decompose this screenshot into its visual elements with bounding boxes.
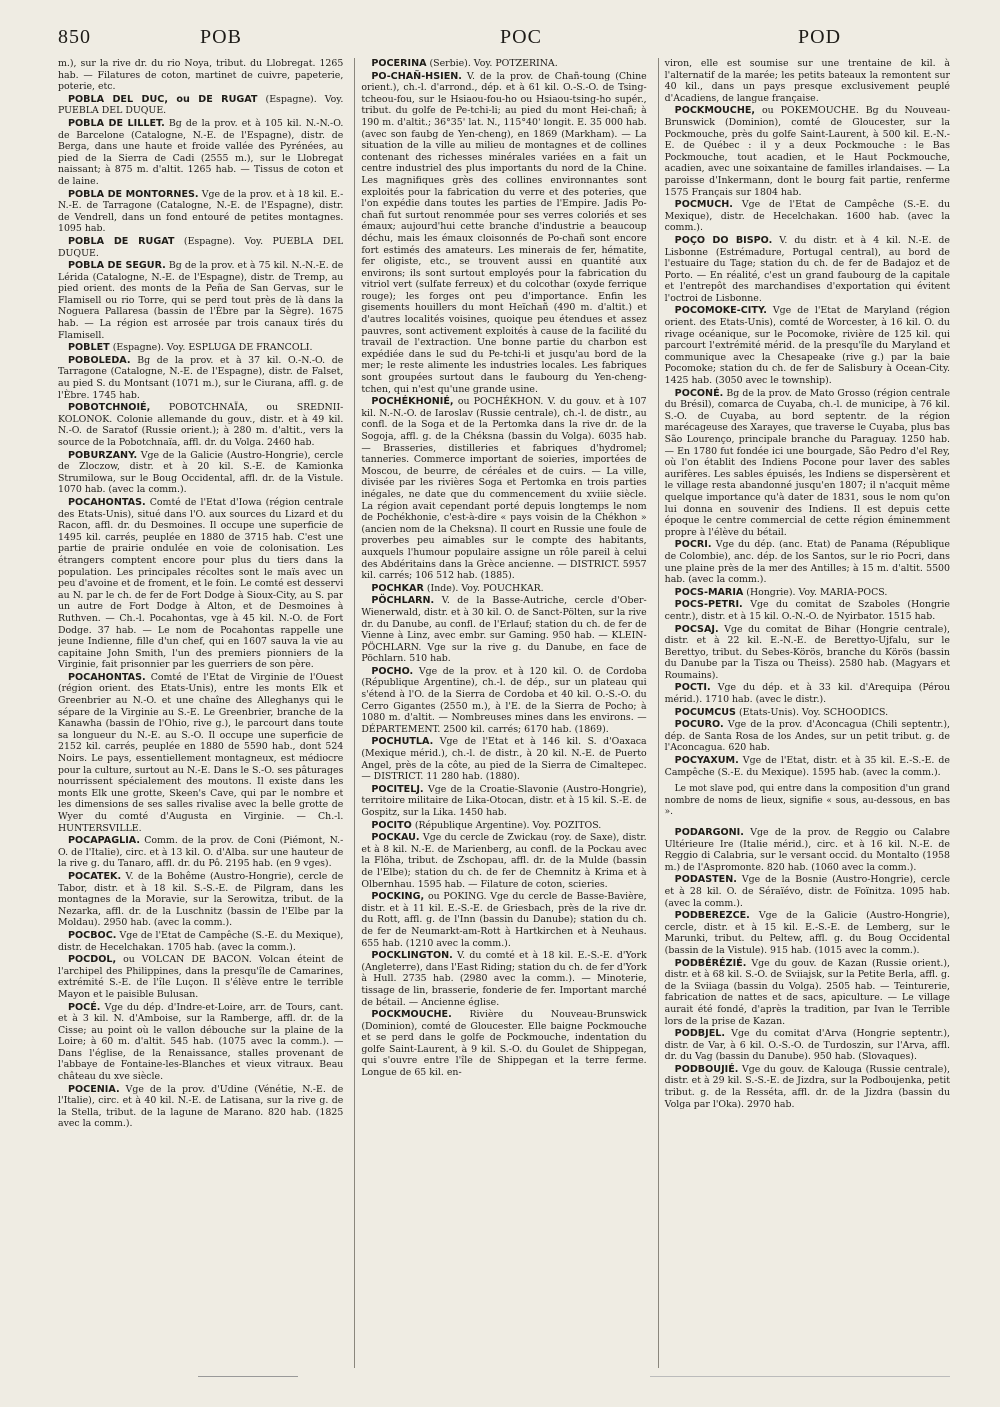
entry-headword: POBLA DEL DUC, ou DE RUGAT [68, 93, 258, 105]
entry-headword: POCÉ. [68, 1001, 101, 1013]
entry-headword: POCKLINGTON. [371, 950, 453, 962]
entry-headword: POCHO. [371, 665, 414, 677]
entry-headword: POCKMOUCHE, [674, 105, 756, 117]
text-columns [58, 58, 950, 1368]
entry-text: Vge du dép. d'Indre-et-Loire, arr. de Tours, cant. et à 3 kil. N. d'Amboise, sur la Ramberge, affl. dr. de la Cisse; au point où le vallon débouche sur la plaine de la Loire; à 60 m. d'altit. 545 hab. (1075 avec la comm.). — Dans l'église, de la Renaissance, stalles provenant de l'abbaye de Fontaine-les-Blanches et vieux vitraux. Beau château du xve siècle. [58, 1001, 344, 1083]
entry-text: Vge de la Bosnie (Austro-Hongrie), cercle et à 28 kil. O. de Séraïévo, distr. de Foïnitza. 1095 hab. (avec la comm.). [664, 874, 950, 909]
entry-headword: POCKING, [371, 891, 425, 903]
dictionary-entry [361, 666, 646, 736]
entry-text: Vge du cercle de Zwickau (roy. de Saxe), distr. et à 8 kil. N.-E. de Marienberg, au confl. de la Pockau avec la Flöha, tribut. de Zschopau, affl. dr. de la Mulde (bassin de l'Elbe); station du ch. de fer de Chemnitz à Krima et à Olbernhau. 1595 hab. — Filature de coton, scieries. [361, 832, 647, 890]
entry-text: Vge de l'Etat de Campêche (S.-E. du Mexique), distr. de Hecelchakan. 1705 hab. (avec la comm.). [58, 929, 344, 953]
entry-text: V. de la Basse-Autriche, cercle d'Ober-Wienerwald, distr. et à 30 kil. O. de Sanct-Pölten, sur la rive dr. du Danube, au confl. de l'Erlauf; station du ch. de fer de Vienne à Linz, avec embr. sur Gaming. 950 hab. — KLEIN-PÖCHLARN. Vge sur la rive g. du Danube, en face de Pöchlarn. 510 hab. [361, 595, 647, 665]
entry-text: Bg de la prov. et à 75 kil. N.-N.-E. de Lérida (Catalogne, N.-E. de l'Espagne), distr. de Tremp, au pied orient. des monts de la Peña de San Gervas, sur le Flamisell ou rio Torre, qui se perd tout près de là dans la Noguera Pallaresa (bassin de l'Èbre par la Sègre). 1675 hab. — La région est arrosée par trois canaux tirés du Flamisell. [58, 260, 344, 341]
entry-text: Bg de la prov. et à 105 kil. N.-N.-O. de Barcelone (Catalogne, N.-E. de l'Espagne), distr. de Berga, dans une haute et froide vallée des Pyrénées, au pied de la Sierra de Cadi (2555 m.), sur le Llobregat naissant; à 875 m. d'altit. 1265 hab. — Tissus de coton et de laine. [58, 117, 344, 187]
entry-headword: PODBÉRÉZIÉ. [674, 957, 747, 969]
entry-text: Vge de l'Etat, distr. et à 35 kil. E.-S.-E. de Campêche (S.-E. du Mexique). 1595 hab. (avec la comm.). [664, 755, 950, 778]
entry-headword: PODBOUJIÉ. [674, 1063, 739, 1075]
entry-text: m.), sur la rive dr. du rio Noya, tribut. du Llobregat. 1265 hab. — Filatures de coton, martinet de cuivre, papeterie, poterie, etc. [58, 58, 344, 93]
dictionary-entry [361, 950, 646, 1008]
dictionary-entry [58, 1002, 343, 1083]
dictionary-entry [361, 1009, 646, 1079]
editorial-note [665, 784, 950, 819]
dictionary-entry [665, 1028, 950, 1063]
entry-text: V. de la Bohême (Austro-Hongrie), cercle de Tabor, distr. et à 18 kil. S.-S.-E. de Pilgram, dans les montagnes de la Moravie, sur la Serowitza, tribut. de la Nezarka, affl. dr. de la Luschnitz (bassin de l'Elbe par la Moldau). 2950 hab. (avec la comm.). [58, 870, 344, 929]
entry-headword: POCHKAR [371, 582, 424, 594]
dictionary-entry [58, 835, 343, 870]
dictionary-entry [665, 827, 950, 873]
entry-headword: POCKAU. [371, 832, 420, 844]
dictionary-entry [665, 719, 950, 754]
entry-headword: PODASTEN. [674, 874, 737, 886]
dictionary-entry [665, 388, 950, 539]
footer-mark-right [650, 1376, 950, 1377]
entry-text: (Espagne). Voy. PUEBLA DEL DUQUE. [58, 235, 344, 259]
entry-text: Vge du comitat d'Arva (Hongrie septentr.), distr. de Var, à 6 kil. O.-S.-O. de Turdoszin, sur l'Arva, affl. dr. du Vag (bassin du Danube). 950 hab. (Slovaques). [664, 1028, 950, 1063]
entry-text: ou POKEMOUCHE. Bg du Nouveau-Brunswick (Dominion), comté de Gloucester, sur la Pockmouche, près du golfe Saint-Laurent, à 500 kil. E.-N.-E. de Québec : il y a deux Pockmouche : le Bas Pockmouche, tout acadien, et le Haut Pockmouche, acadien, avec une soixantaine de familles irlandaises. — La paroisse d'Inkermann, dont le bourg fait partie, renferme 1575 Français sur 1804 hab. [664, 105, 950, 198]
dictionary-entry [665, 682, 950, 705]
dictionary-entry [361, 583, 646, 595]
entry-headword: PODBJEL. [674, 1028, 726, 1040]
dictionary-entry [361, 820, 646, 832]
page-number: 850 [58, 26, 91, 48]
dictionary-entry [58, 342, 343, 354]
dictionary-entry [665, 1064, 950, 1110]
column-left [58, 58, 343, 1368]
page-header [58, 26, 948, 54]
dictionary-entry [58, 402, 343, 448]
entry-headword: POCITELJ. [371, 783, 424, 795]
entry-text: Vge du dép. (anc. Etat) de Panama (République de Colombie), anc. dép. de los Santos, sur le rio Pocri, dans une plaine près de la mer des Antilles; à 15 m. d'altit. 5500 hab. (avec la comm.). [664, 539, 950, 586]
entry-text: Vge de la prov. et à 18 kil. E.-N.-E. de Tarragone (Catalogne, N.-E. de l'Espagne), distr. de Vendrell, dans un fond entouré de petites montagnes. 1095 hab. [58, 188, 344, 235]
dictionary-entry [58, 672, 343, 834]
entry-text: Vge de la Galicie (Austro-Hongrie), cercle de Zloczow, distr. et à 20 kil. S.-E. de Kamionka Strumilowa, sur le Boug Occidental, affl. dr. de la Vistule. 1070 hab. (avec la comm.). [58, 449, 344, 496]
entry-headword: PÖCHLARN. [371, 595, 435, 607]
dictionary-entry [665, 235, 950, 305]
entry-text: Vge du comitat de Bihar (Hongrie centrale), distr. et à 22 kil. E.-N.-E. de Berettyo-Ujfalu, sur le Berettyo, tribut. du Sebes-Körös, branche du Körös (bassin du Danube par la Tisza ou Theiss). 2580 hab. (Magyars et Roumains). [664, 623, 950, 681]
entry-headword: POBLA DE RUGAT [68, 235, 175, 247]
entry-text: V. de la prov. de Chañ-toung (Chine orient.), ch.-l. d'arrond., dép. et à 61 kil. O.-S.-O. de Tsing-tcheou-fou, sur le Hsiaou-fou-ho ou Hsiaou-tsing-ho supér., tribut. du golfe de Pe-tchi-li; au pied du mont Hei-chañ; à 190 m. d'altit.; 36°35' lat. N., 115°40' longit. E. 35 000 hab. (avec son faubg de Yen-cheng), en 1869 (Markham). — La situation de la ville au milieu de montagnes et de collines contenant des richesses minérales variées en a fait un centre industriel des plus importants du nord de la Chine. Les magnifiques grès des collines environnantes sont exploités pour la fabrication du verre et des poteries, que l'on expédie dans toutes les parties de l'Empire. Jadis Po-chañ fut surtout renommée pour ses verres coloriés et ses émaux; aujourd'hui cette branche d'industrie a beaucoup déchu, mais les émaux cloisonnés de Po-chañ sont encore fort estimés des amateurs. Les minerais de fer, hématite, fer oligiste, etc., se trouvent aussi en quantité aux environs; ils sont surtout employés pour la fabrication du vitriol vert (sulfate ferreux) et du colcothar (oxyde ferrique rouge); les forges ont peu d'importance. Enfin les gisements houillers du mont Heïchañ (490 m. d'altit.) et d'autres localités voisines, quoique peu étendues et assez pauvres, sont activement exploités à cause de la facilité du travail de l'extraction. Une bonne partie du charbon est expédiée dans le sud du Pe-tchi-li et jusqu'au bord de la mer; le reste alimente les industries locales. Les fabriques sont groupées surtout dans le faubourg du Yen-cheng-tchen, qui n'est qu'une grande usine. [361, 70, 647, 395]
dictionary-entry [361, 784, 646, 819]
entry-text: Vge de l'Etat de Campêche (S.-E. du Mexique), distr. de Hecelchakan. 1600 hab. (avec la comm.). [664, 199, 950, 234]
entry-text: Vge de la Galicie (Austro-Hongrie), cercle, distr. et à 15 kil. E.-S.-E. de Lemberg, sur le Marunki, tribut. du Peltew, affl. g. du Boug Occidental (bassin de la Vistule). 915 hab. (1015 avec la comm.). [664, 910, 950, 956]
footer-mark [198, 1376, 298, 1377]
entry-text: (République Argentine). Voy. POZITOS. [414, 819, 602, 831]
entry-text: Vge de la prov. et à 120 kil. O. de Cordoba (République Argentine), ch.-l. de dép., sur un plateau qui s'étend à l'O. de la Sierra de Cordoba et 40 kil. O.-S.-O. du Cerro Gigantes (2550 m.), à l'E. de la Sierra de Pocho; à 1080 m. d'altit. — Nombreuses mines dans les environs. — DÉPARTEMENT. 2500 kil. carrés; 6170 hab. (1869). [361, 665, 647, 735]
entry-text: viron, elle est soumise sur une trentaine de kil. à l'alternatif de la marée; les petits bateaux la remontent sur 40 kil., dans un pays presque exclusivement peuplé d'Acadiens, de langue française. [664, 58, 950, 104]
dictionary-entry [665, 305, 950, 386]
entry-headword: POCURO. [674, 719, 724, 731]
entry-text: Vge du gouv. de Kazan (Russie orient.), distr. et à 68 kil. S.-O. de Sviiajsk, sur la Petite Berla, affl. g. de la Sviiaga (bassin du Volga). 2505 hab. — Teinturerie, fabrication de nattes et de sacs, apiculture. — Le village aurait été fondé, d'après la tradition, par Ivan le Terrible lors de la prise de Kazan. [664, 957, 950, 1027]
entry-headword: POCHÉKHONIÉ, [371, 396, 454, 408]
dictionary-entry [665, 874, 950, 909]
entry-headword: POCHUTLA. [371, 736, 434, 748]
entry-headword: PODBEREZCE. [674, 910, 750, 922]
dictionary-entry [58, 189, 343, 235]
entry-text: Vge de l'Etat et à 146 kil. S. d'Oaxaca (Mexique mérid.), ch.-l. de distr., à 20 kil. N.-E. de Puerto Angel, près de la côte, au pied de la Sierra de Cimaltepec. — DISTRICT. 11 280 hab. (1880). [361, 736, 647, 783]
entry-headword: POCERINA [371, 58, 427, 69]
entry-text: Le mot slave pod, qui entre dans la composition d'un grand nombre de noms de lieux, signifie « sous, au-dessous, en bas ». [664, 784, 950, 818]
dictionary-entry [665, 755, 950, 778]
dictionary-entry [58, 1084, 343, 1130]
dictionary-entry [665, 599, 950, 622]
entry-headword: POCSAJ. [674, 623, 719, 635]
entry-headword: POBLA DE MONTORNES. [68, 188, 199, 200]
dictionary-entry [665, 58, 950, 104]
dictionary-entry [58, 236, 343, 259]
entry-headword: POCS-PETRI. [674, 599, 743, 611]
entry-text: V. du comté et à 18 kil. E.-S.-E. d'York (Angleterre), dans l'East Riding; station du ch. de fer d'York à Hull. 2735 hab. (2980 avec la comm.). — Minoterie, tissage de lin, brasserie, fonderie de fer. Important marché de bétail. — Ancienne église. [361, 950, 647, 1008]
dictionary-entry [665, 707, 950, 719]
entry-headword: POCAHONTAS. [68, 671, 146, 683]
entry-text: Bg de la prov. de Mato Grosso (région centrale du Brésil), comarca de Cuyaba, ch.-l. de municipe, à 76 kil. S.-O. de Cuyaba, au bord septentr. de la région marécageuse des Xarayes, que traverse le Cuyaba, plus bas São Lourenço, principale branche du Paraguay. 1250 hab. — En 1780 fut fondée ici une bourgade, São Pedro d'el Rey, où l'on établit des Indiens Pocone pour laver des sables aurifères. Les sables épuisés, les Indiens se dispersèrent et le village resta abandonné jusqu'en 1807; il n'acquit même quelque importance qu'à dater de 1831, sous le nom qu'on lui donna en souvenir des Indiens. Il est depuis cette époque le centre commercial de cette région éminemment propre à l'élève du bétail. [664, 387, 950, 538]
entry-headword: POCMUCH. [674, 199, 733, 211]
entry-headword: POCKMOUCHE. [371, 1009, 452, 1021]
entry-headword: POCATEK. [68, 870, 122, 882]
entry-text: Comté de l'Etat de Virginie de l'Ouest (région orient. des Etats-Unis), entre les monts Elk et Greenbrier au N.-O. et une chaîne des Alleghanys qui le sépare de la Virginie au S.-E. Le Greenbrier, branche de la Kanawha (bassin de l'Ohio, rive g.), le parcourt dans toute sa longueur du N.-E. au S.-O. Il occupe une superficie de 2152 kil. carrés, peuplée en 1880 de 5590 hab., dont 524 Noirs. Le pays, essentiellement montagneux, est médiocre pour la culture, surtout au N.-E. Dans le S.-O. ses pâturages nourrissent spécialement des moutons. Il existe dans les monts Elk une grotte, Skeen's Cave, qui par le nombre et les dimensions de ses salles rivalise avec la belle grotte de Wyer du comté d'Augusta en Virginie. — Ch.-l. HUNTERSVILLE. [58, 671, 344, 834]
dictionary-entry [58, 260, 343, 341]
entry-text: ou POKING. Vge du cercle de Basse-Bavière, distr. et à 11 kil. E.-S.-E. de Griesbach, près de la rive dr. du Rott, affl. g. de l'Inn (bassin du Danube); station du ch. de fer de Neumarkt-am-Rott à Hartkirchen et à Neuhaus. 655 hab. (1210 avec la comm.). [361, 891, 647, 949]
entry-headword: POCOMOKE-CITY. [674, 305, 767, 317]
column-right [658, 58, 950, 1368]
running-head-left: POB [200, 26, 242, 48]
dictionary-entry [665, 958, 950, 1028]
dictionary-entry [58, 497, 343, 671]
entry-headword: PODARGONI. [674, 827, 744, 838]
dictionary-entry [58, 118, 343, 188]
dictionary-entry [361, 891, 646, 949]
entry-headword: POCUMCUS [674, 706, 736, 718]
dictionary-entry [361, 71, 646, 396]
entry-text: Vge de la prov. d'Udine (Vénétie, N.-E. de l'Italie), circ. et à 40 kil. N.-E. de Latisana, sur la rive g. de la Stella, tribut. de la lagune de Marano. 820 hab. (1825 avec la comm.). [58, 1083, 344, 1130]
dictionary-entry [665, 199, 950, 234]
entry-headword: POBURZANY. [68, 449, 138, 461]
entry-headword: POCAPAGLIA. [68, 835, 141, 847]
entry-headword: POBLET [68, 342, 110, 354]
entry-text: Rivière du Nouveau-Brunswick (Dominion), comté de Gloucester. Elle baigne Pockmouche et se perd dans le golfe de Pockmouche, indentation du golfe Saint-Laurent, à 9 kil. S.-O. du Goulet de Shippegan, qui s'ouvre entre l'île de Shippegan et la terre ferme. Longue de 65 kil. en- [361, 1009, 647, 1079]
dictionary-entry [361, 58, 646, 70]
entry-headword: POBLA DE LILLET. [68, 117, 165, 129]
entry-text: (Inde). Voy. POUCHKAR. [426, 582, 544, 594]
entry-headword: POCTI. [674, 682, 711, 694]
entry-text: Vge de la Croatie-Slavonie (Austro-Hongrie), territoire militaire de Lika-Otocan, distr. et à 15 kil. S.-E. de Gospitz, sur la Lika. 1450 hab. [361, 783, 647, 818]
entry-headword: POCONÉ. [674, 387, 724, 399]
entry-headword: POBLA DE SEGUR. [68, 260, 166, 272]
column-middle [354, 58, 646, 1368]
running-head-right: POD [798, 26, 842, 48]
entry-headword: POBOTCHNOIÉ, [68, 402, 151, 414]
dictionary-entry [361, 595, 646, 665]
dictionary-entry [665, 105, 950, 198]
entry-headword: POÇO DO BISPO. [674, 234, 773, 246]
entry-headword: POCBOC. [68, 929, 117, 941]
entry-text: (Etats-Unis). Voy. SCHOODICS. [738, 706, 889, 718]
entry-text: Vge de l'Etat de Maryland (région orient. des Etats-Unis), comté de Worcester, à 16 kil. O. du rivage océanique, sur le Pocomoke, rivière de 125 kil. qui parcourt l'extrémité mérid. de la presqu'île du Maryland et communique avec la Chesapeake (rive g.) par la baie Pocomoke; station du ch. de fer de Salisbury à Ocean-City. 1425 hab. (3050 avec le township). [664, 305, 950, 387]
dictionary-entry [665, 587, 950, 599]
entry-text: Comté de l'Etat d'Iowa (région centrale des Etats-Unis), situé dans l'O. aux sources du Lizard et du Racon, affl. dr. du Desmoines. Il occupe une superficie de 1495 kil. carrés, peuplée en 1880 de 3715 hab. C'est une partie de prairie ondulée en voie de colonisation. Les étrangers comptent encore pour plus du tiers dans la population. Les principales récoltes sont le maïs avec un peu d'avoine et de froment, et le foin. Le comté est desservi au N. par le ch. de fer de Fort Dodge à Sioux-City, au S. par un autre de Fort Dodge à Alton, et de Desmoines à Ruthven. — Ch.-l. Pocahontas, vge à 45 kil. N.-O. de Fort Dodge. 37 hab. — Le nom de Pocahontas rappelle une jeune Indienne, fille d'un chef, qui en 1607 sauva la vie au capitaine John Smith, l'un des premiers pionniers de la Virginie, fait prisonnier par les guerriers de son père. [58, 496, 344, 671]
dictionary-entry [58, 954, 343, 1000]
dictionary-entry [58, 450, 343, 496]
entry-text: Bg de la prov. et à 37 kil. O.-N.-O. de Tarragone (Catalogne, N.-E. de l'Espagne), distr. de Falset, au pied S. du Montsant (1071 m.), sur le Ciurana, affl. g. de l'Èbre. 1745 hab. [58, 354, 344, 401]
entry-text: POBOTCHNAÏA, ou SREDNII-KOLONOK. Colonie allemande du gouv., distr. et à 49 kil. N.-O. de Saratof (Russie orient.); à 280 m. d'altit., vers la source de la Pobotchnaïa, affl. dr. du Volga. 2460 hab. [58, 402, 344, 448]
entry-headword: POCYAXUM. [674, 755, 739, 767]
entry-headword: POCS-MARIA [674, 586, 744, 598]
entry-text: Vge du comitat de Szaboles (Hongrie centr.), distr. et à 15 kil. O.-N.-O. de Nyirbator. 1515 hab. [664, 599, 950, 622]
entry-text: (Serbie). Voy. POTZERINA. [429, 58, 558, 69]
entry-text: ou VOLCAN DE BACON. Volcan éteint de l'archipel des Philippines, dans la presqu'île de Camarines, extrémité S.-E. de l'île Luçon. Il s'élève entre le terrible Mayon et le paisible Bulusan. [58, 954, 344, 1000]
dictionary-entry [58, 355, 343, 401]
entry-text: V. du distr. et à 4 kil. N.-E. de Lisbonne (Estrémadure, Portugal central), au bord de l'estuaire du Tage; station du ch. de fer de Badajoz et de Porto. — En réalité, c'est un grand faubourg de la capitale et l'entrepôt des marchandises d'exportation qui évitent l'octroi de Lisbonne. [664, 234, 950, 304]
entry-headword: POCAHONTAS. [68, 496, 146, 508]
dictionary-entry [665, 910, 950, 956]
entry-headword: PO-CHAÑ-HSIEN. [371, 70, 462, 82]
entry-headword: POCENIA. [68, 1083, 120, 1095]
entry-headword: POCDOL, [68, 954, 117, 966]
dictionary-entry [665, 624, 950, 682]
dictionary-entry [361, 736, 646, 782]
entry-headword: POCRI. [674, 539, 712, 551]
entry-headword: POCITO [371, 819, 412, 831]
dictionary-entry [58, 930, 343, 953]
entry-text: (Espagne). Voy. PUEBLA DEL DUQUE. [58, 93, 344, 117]
entry-text: ou POCHÉKHON. V. du gouv. et à 107 kil. N.-N.-O. de Iaroslav (Russie centrale), ch.-l. de distr., au confl. de la Soga et de la Pertomka dans la rive dr. de la Sogoja, affl. g. de la Chéksna (bassin du Volga). 6035 hab. — Brasseries, distilleries et fabriques d'hydromel; tanneries. Commerce important de soieries, importées de Moscou, de beurre, de céréales et de cuirs. — La ville, divisée par les rivières Soga et Pertomka en trois parties inégales, ne date que du commencement du xviiie siècle. La région avait cependant porté depuis longtemps le nom de Pochékhonie, c'est-à-dire « pays voisin de la Chékhon » (ancien nom de la Cheksna). Il court en Russie une foule de proverbes peu aimables sur le compte des habitants, auxquels l'humour populaire assigne un rôle pareil à celui des Abdéritains dans la Grèce ancienne. — DISTRICT. 5957 kil. carrés; 106 512 hab. (1885). [361, 396, 647, 582]
entry-text: Vge de la prov. d'Aconcagua (Chili septentr.), dép. de Santa Rosa de los Andes, sur un petit tribut. g. de l'Aconcagua. 620 hab. [664, 719, 950, 754]
entry-text: (Hongrie). Voy. MARIA-POCS. [746, 586, 888, 598]
entry-text: Vge du gouv. de Kalouga (Russie centrale), distr. et à 29 kil. S.-S.-E. de Jizdra, sur la Podboujenka, petit tribut. g. de la Resséta, affl. dr. de la Jizdra (bassin du Volga par l'Oka). 2970 hab. [664, 1063, 950, 1110]
dictionary-entry [665, 539, 950, 585]
dictionary-entry [361, 832, 646, 890]
entry-text: (Espagne). Voy. ESPLUGA DE FRANCOLI. [112, 342, 313, 354]
entry-text: Comm. de la prov. de Coni (Piémont, N.-O. de l'Italie), circ. et à 13 kil. O. d'Alba. sur une hauteur de la rive g. du Tanaro, affl. dr. du Pô. 2195 hab. (en 9 vges). [58, 835, 344, 870]
entry-text: Vge de la prov. de Reggio ou Calabre Ultérieure Ire (Italie mérid.), circ. et à 16 kil. N.-E. de Reggio di Calabria, sur le versant occid. du Montalto (1958 m.) de l'Aspromonte. 820 hab. (1060 avec la comm.). [664, 827, 950, 873]
dictionary-entry [361, 396, 646, 582]
running-head-center: POC [500, 26, 542, 48]
dictionary-entry [58, 871, 343, 929]
entry-headword: POBOLEDA. [68, 354, 131, 366]
dictionary-entry [58, 94, 343, 117]
entry-text: Vge du dép. et à 33 kil. d'Arequipa (Pérou mérid.). 1710 hab. (avec le distr.). [664, 682, 950, 706]
dictionary-entry [58, 58, 343, 93]
